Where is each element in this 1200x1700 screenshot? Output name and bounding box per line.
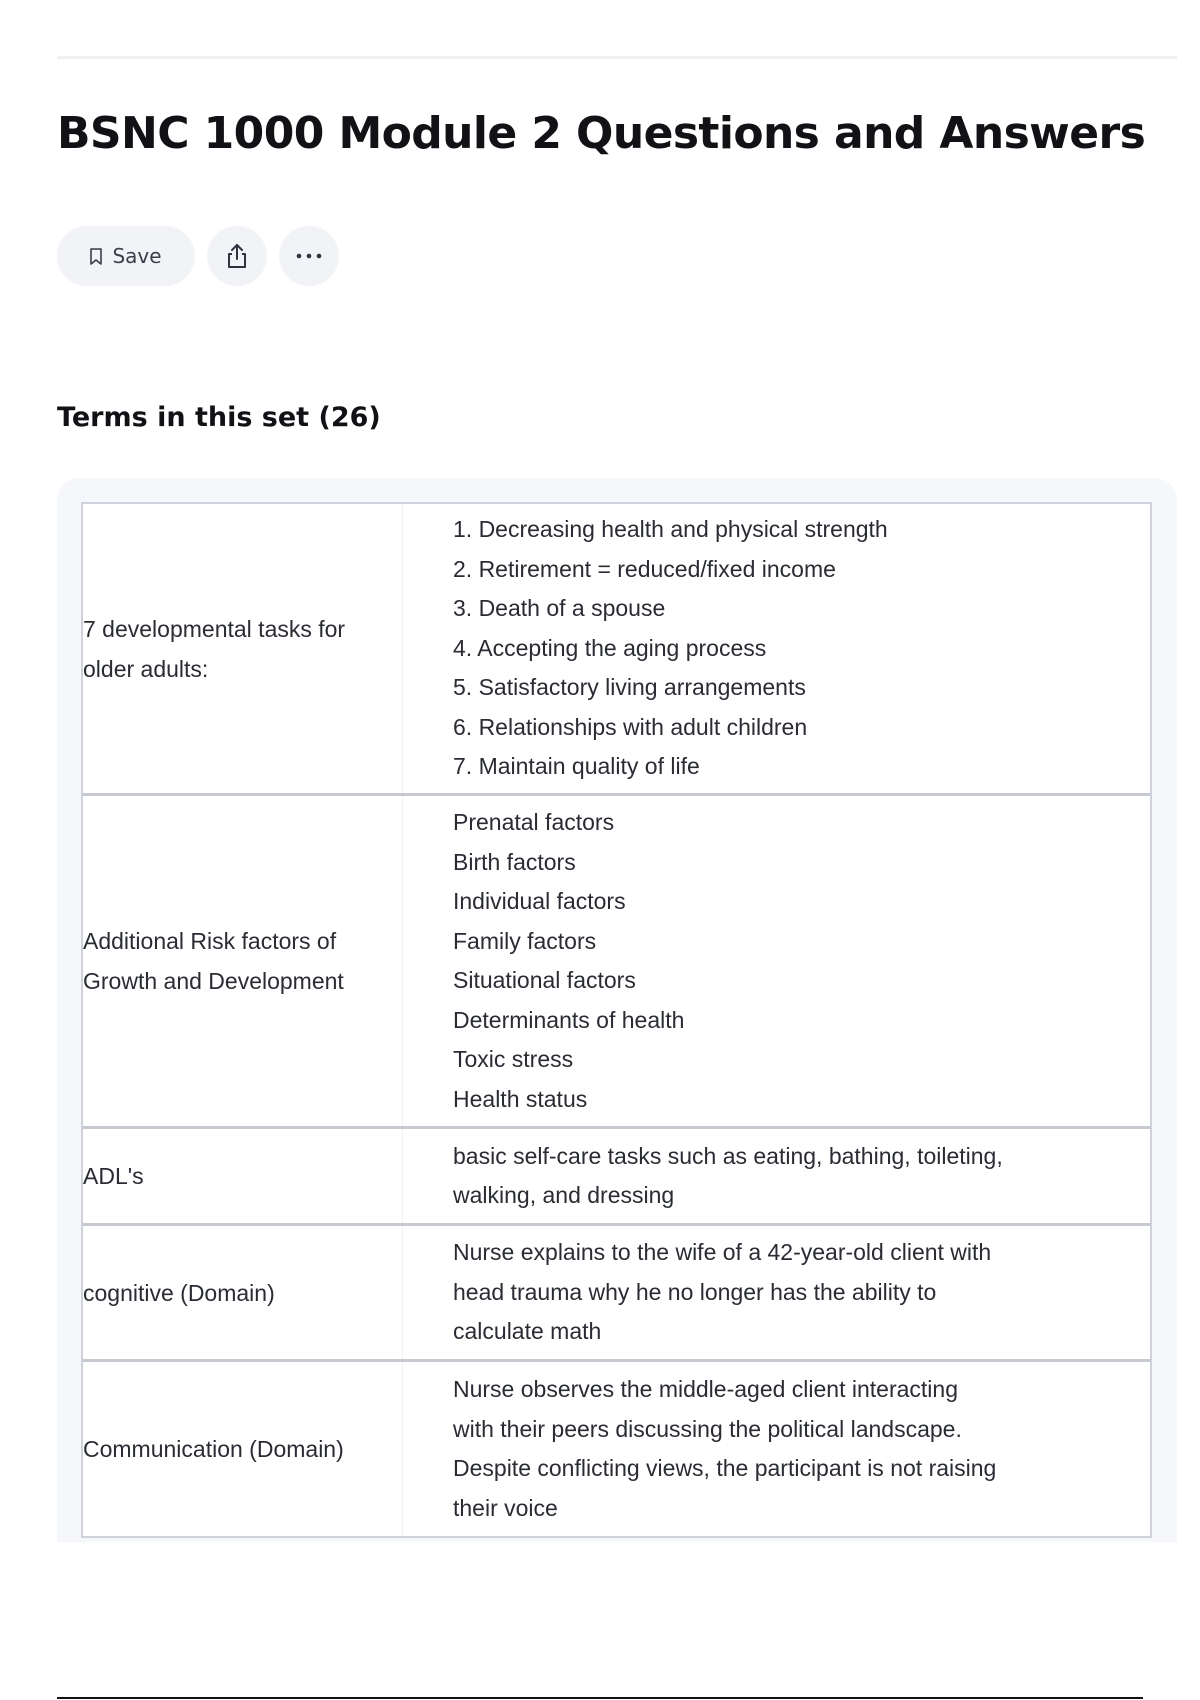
definition-text [403,1362,1150,1536]
more-icon [295,252,323,260]
definition-line: with their peers discussing the political landscape. [453,1415,962,1442]
definition-line: Health status [453,1085,588,1112]
term-text: Additional Risk factors of Growth and Development [83,796,403,1126]
action-bar [57,226,351,286]
term-row[interactable] [83,1362,1150,1536]
terms-panel [57,478,1177,1542]
top-divider [57,56,1177,59]
definition-line: 1. Decreasing health and physical strength [453,516,888,543]
definition-line: head trauma why he no longer has the ability to [453,1278,937,1305]
definition-text [403,1129,1150,1223]
definition-line: Toxic stress [453,1046,574,1072]
terms-heading: Terms in this set (26) [57,402,381,433]
terms-table [81,502,1152,1538]
term-row[interactable] [83,796,1150,1129]
footer-divider [57,1697,1143,1699]
term-row[interactable] [83,1129,1150,1226]
definition-line: 7. Maintain quality of life [453,753,700,780]
definition-line: 5. Satisfactory living arrangements [453,674,806,701]
definition-text [403,796,1150,1126]
definition-line: Nurse observes the middle-aged client interacting [453,1376,958,1402]
definition-line: Despite conflicting views, the participant is not raising [453,1455,997,1481]
term-row[interactable] [83,504,1150,796]
share-button[interactable] [207,226,267,286]
definition-line: 6. Relationships with adult children [453,713,808,740]
term-text: cognitive (Domain) [83,1226,403,1359]
definition-line: 4. Accepting the aging process [453,634,767,661]
definition-line: Family factors [453,927,597,954]
term-text: 7 developmental tasks for older adults: [83,504,403,793]
definition-line: their voice [453,1494,558,1521]
term-text: Communication (Domain) [83,1362,403,1536]
definition-line: basic self-care tasks such as eating, bathing, toileting, [453,1142,1003,1169]
definition-line: Birth factors [453,848,576,875]
share-icon [224,242,250,270]
definition-line: calculate math [453,1318,602,1345]
term-text: ADL's [83,1129,403,1223]
definition-line: walking, and dressing [453,1182,675,1208]
page-title: BSNC 1000 Module 2 Questions and Answers [57,108,1146,159]
definition-line: Determinants of health [453,1006,685,1033]
more-options-button[interactable] [279,226,339,286]
definition-line: Prenatal factors [453,809,615,835]
definition-line: 2. Retirement = reduced/fixed income [453,555,836,582]
bookmark-icon [90,248,102,265]
save-button[interactable] [57,226,195,286]
term-row[interactable] [83,1226,1150,1362]
definition-text [403,1226,1150,1359]
definition-text [403,504,1150,793]
definition-line: Situational factors [453,967,636,993]
save-button-label: Save [112,244,162,268]
definition-line: Nurse explains to the wife of a 42-year-old client with [453,1239,992,1266]
definition-line: 3. Death of a spouse [453,595,666,622]
definition-line: Individual factors [453,888,626,914]
